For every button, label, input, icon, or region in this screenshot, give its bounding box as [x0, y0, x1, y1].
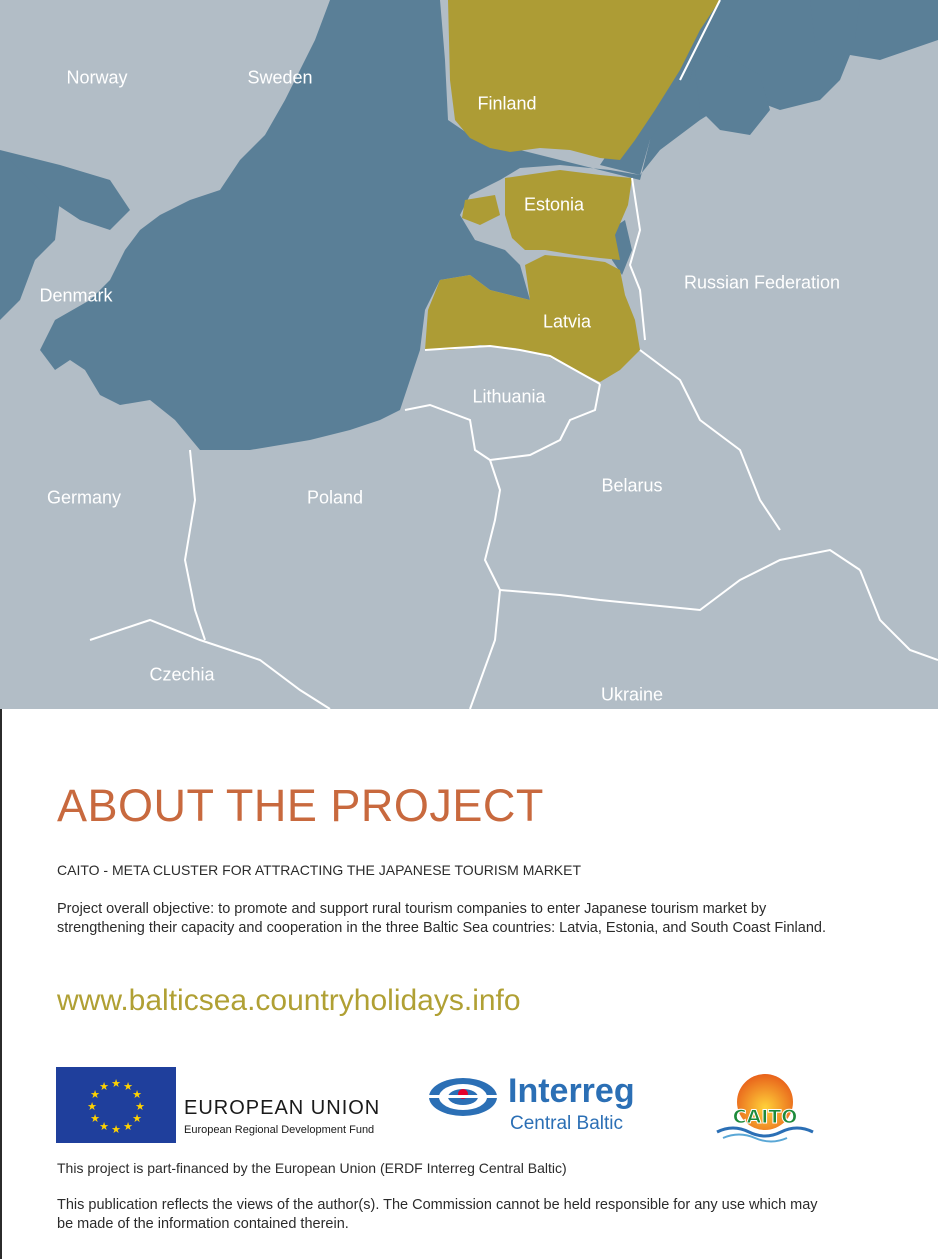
svg-text:★: ★ — [111, 1077, 121, 1090]
caito-sun-icon — [713, 1070, 817, 1144]
label-denmark: Denmark — [39, 285, 113, 306]
svg-text:★: ★ — [99, 1080, 109, 1093]
page-title: ABOUT THE PROJECT — [57, 780, 544, 831]
svg-text:★: ★ — [111, 1123, 121, 1136]
project-subtitle: CAITO - META CLUSTER FOR ATTRACTING THE JAPANESE TOURISM MARKET — [57, 862, 582, 878]
label-ukraine: Ukraine — [600, 684, 664, 705]
interreg-name: Interreg — [508, 1072, 635, 1110]
label-finland: Finland — [477, 93, 537, 114]
svg-text:★: ★ — [90, 1112, 100, 1125]
label-norway: Norway — [66, 67, 128, 88]
svg-text:★: ★ — [90, 1088, 100, 1101]
label-poland: Poland — [306, 487, 364, 508]
website-link[interactable]: www.balticsea.countryholidays.info — [57, 984, 521, 1017]
financing-note: This project is part-financed by the European Union (ERDF Interreg Central Baltic) — [57, 1160, 567, 1176]
svg-text:★: ★ — [135, 1100, 145, 1113]
interreg-swirl-icon — [427, 1075, 499, 1119]
svg-text:★: ★ — [132, 1112, 142, 1125]
eu-fund-name: European Regional Development Fund — [184, 1124, 375, 1136]
disclaimer-note: This publication reflects the views of the author(s). The Commission cannot be held responsible for any use which may be made of the information contained therein. — [57, 1197, 818, 1232]
svg-text:★: ★ — [123, 1080, 133, 1093]
svg-text:★: ★ — [132, 1088, 142, 1101]
label-lithuania: Lithuania — [472, 386, 546, 407]
svg-text:★: ★ — [123, 1120, 133, 1133]
caito-wordmark: CAITO — [732, 1106, 798, 1128]
project-objective: Project overall objective: to promote and support rural tourism companies to enter Japanese tourism market by strengthening their capacity and cooperation in the three Baltic Sea countries: Latvia, Estonia, and South Coast Finland. — [57, 901, 826, 936]
svg-text:★: ★ — [99, 1120, 109, 1133]
label-russia: Russian Federation — [683, 272, 841, 293]
eu-stars-icon — [56, 1067, 176, 1143]
interreg-logo-mark — [427, 1075, 499, 1124]
label-latvia: Latvia — [542, 311, 592, 332]
label-czechia: Czechia — [149, 664, 215, 685]
label-estonia: Estonia — [523, 194, 585, 215]
label-germany: Germany — [46, 487, 122, 508]
eu-flag-logo — [56, 1067, 176, 1143]
label-belarus: Belarus — [601, 475, 663, 496]
interreg-subtitle: Central Baltic — [510, 1113, 623, 1134]
svg-text:★: ★ — [87, 1100, 97, 1113]
eu-name: EUROPEAN UNION — [184, 1097, 381, 1119]
label-sweden: Sweden — [247, 67, 313, 88]
caito-logo — [713, 1070, 817, 1149]
